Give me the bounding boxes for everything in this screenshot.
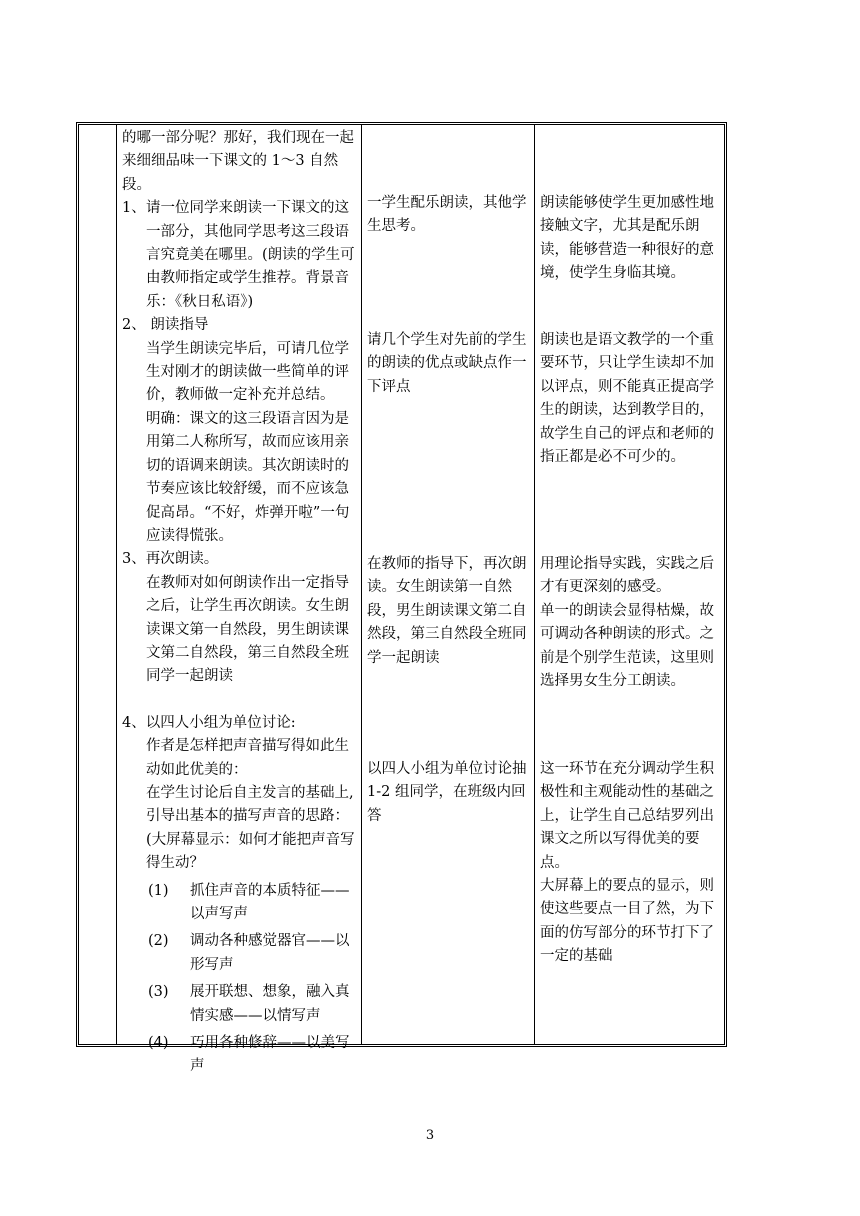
student-activity-1: 一学生配乐朗读，其他学生思考。 xyxy=(367,195,527,235)
point-text: 抓住声音的本质特征——以声写声 xyxy=(190,882,350,922)
student-activity-4: 以四人小组为单位讨论抽 1-2 组同学，在班级内回答 xyxy=(367,761,527,824)
step-3-paragraph: 在教师对如何朗读作出一定指导之后，让学生再次朗读。女生朗读课文第一自然段，男生朗读课文第二自然段，第三自然段全班同学一起朗读 xyxy=(146,574,349,685)
student-activity-2: 请几个学生对先前的学生的朗读的优点或缺点作一下评点 xyxy=(367,332,527,395)
point-number: (1) xyxy=(148,882,169,899)
step-number: 1、 xyxy=(122,200,146,217)
step-2-explanation: 明确：课文的这三段语言因为是用第二人称所写，故而应该用亲切的语调来朗读。其次朗读时的节奏应该比较舒缓，而不应该急促高昂。“不好，炸弹开啦”一句应读得慌张。 xyxy=(146,410,350,544)
screen-display-title: (大屏幕显示：如何才能把声音写得生动？ xyxy=(146,831,355,872)
point-number: (2) xyxy=(148,933,169,950)
teaching-process-column xyxy=(122,127,359,1079)
point-text: 展开联想、想象，融入真情实感——以情写声 xyxy=(190,984,350,1024)
step-2-paragraph: 当学生朗读完毕后，可请几位学生对刚才的朗读做一些简单的评价，教师做一定补充并总结。 xyxy=(146,340,349,404)
step-4-title: 4、以四人小组为单位讨论: xyxy=(122,714,296,731)
step-1 xyxy=(122,197,359,314)
step-4-guidance: 在学生讨论后自主发言的基础上,引导出基本的描写声音的思路： xyxy=(146,784,354,825)
step-2-title: 2、 朗读指导 xyxy=(122,317,209,334)
point-number: (3) xyxy=(148,984,169,1001)
design-rationale-2: 朗读也是语文教学的一个重要环节，只让学生读却不加以评点，则不能真正提高学生的朗读，达到教学目的，故学生自己的评点和老师的指正都是必不可少的。 xyxy=(540,332,714,466)
point-item xyxy=(122,1032,359,1079)
point-text: 巧用各种修辞——以美写声 xyxy=(190,1035,350,1075)
point-item xyxy=(122,981,359,1028)
column-divider xyxy=(116,125,117,1044)
column-divider xyxy=(361,125,362,1044)
design-rationale-3 xyxy=(540,553,723,693)
point-item xyxy=(122,930,359,977)
design-rationale-1: 朗读能够使学生更加感性地接触文字，尤其是配乐朗读，能够营造一种很好的意境，使学生身临其境。 xyxy=(540,195,714,282)
point-item xyxy=(122,880,359,927)
student-activity-3: 在教师的指导下，再次朗读。女生朗读第一自然段，男生朗读课文第二自然段，第三自然段全班同学一起朗读 xyxy=(367,556,527,666)
rationale-text: 单一的朗读会显得枯燥，故可调动各种朗读的形式。之前是个别学生范读，这里则选择男女生分工朗读。 xyxy=(540,602,714,690)
point-number: (4) xyxy=(148,1035,169,1052)
step-text: 请一位同学来朗读一下课文的这一部分，其他同学思考这三段语言究竟美在哪里。(朗读的学生可由教师指定或学生推荐。背景音乐：《秋日私语》) xyxy=(146,200,355,310)
rationale-text: 大屏幕上的要点的显示，则使这些要点一目了然，为下面的仿写部分的环节打下了一定的基础 xyxy=(540,878,714,965)
step-4-question: 作者是怎样把声音描写得如此生动如此优美的： xyxy=(146,738,349,778)
design-rationale-4 xyxy=(540,758,723,969)
column-divider xyxy=(534,125,535,1044)
lesson-table xyxy=(76,122,727,1075)
step-3-title: 3、再次朗读。 xyxy=(122,551,219,568)
page-number: 3 xyxy=(425,1128,435,1143)
rationale-text: 这一环节在充分调动学生积极性和主观能动性的基础之上，让学生自己总结罗列出课文之所以写得优美的要点。 xyxy=(540,761,714,871)
rationale-text: 用理论指导实践，实践之后才有更深刻的感受。 xyxy=(540,556,714,596)
point-text: 调动各种感觉器官——以形写声 xyxy=(190,933,350,973)
intro-text: 的哪一部分呢？那好，我们现在一起来细细品味一下课文的 1～3 自然段。 xyxy=(122,130,354,193)
